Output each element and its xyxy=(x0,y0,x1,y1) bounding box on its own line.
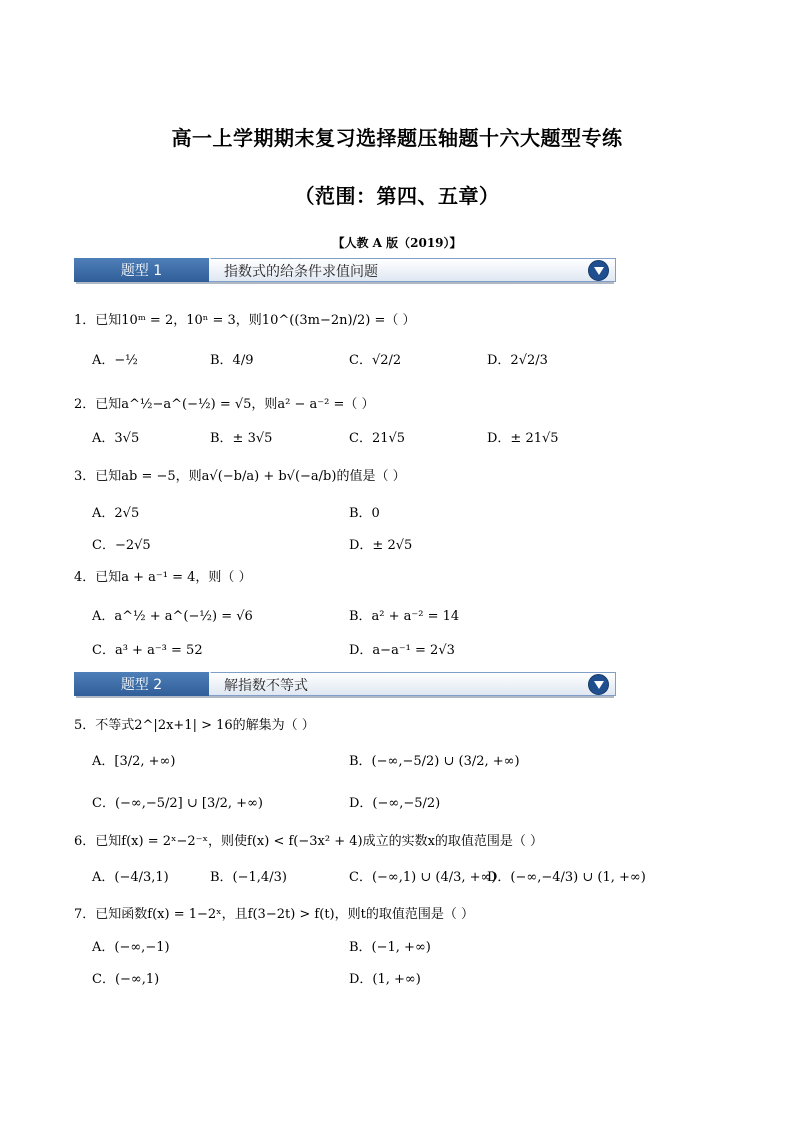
option-a[interactable]: A．a^½ + a^(−½) = √6 xyxy=(92,609,253,624)
page-subtitle: （范围：第四、五章） xyxy=(294,184,500,208)
option-c[interactable]: C．(−∞,1) ∪ (4/3, +∞) xyxy=(349,870,497,885)
option-b[interactable]: B．(−1, +∞) xyxy=(349,940,431,955)
question-2: 2．已知a^½−a^(−½) = √5，则a² − a⁻² =（ ） xyxy=(74,397,375,412)
question-7: 7．已知函数f(x) = 1−2ˣ，且f(3−2t) > f(t)，则t的取值范围是（ ） xyxy=(74,907,474,922)
option-b[interactable]: B．0 xyxy=(349,506,380,521)
edition-label: 【人教 A 版（2019）】 xyxy=(332,236,462,250)
option-b[interactable]: B．a² + a⁻² = 14 xyxy=(349,609,460,624)
option-c[interactable]: C．a³ + a⁻³ = 52 xyxy=(92,643,203,658)
section-banner-2[interactable] xyxy=(74,672,614,698)
section-title: 指数式的给条件求值问题 xyxy=(224,264,378,280)
chevron-down-icon[interactable] xyxy=(588,260,609,281)
option-c[interactable]: C．21√5 xyxy=(349,431,406,446)
option-a[interactable]: A．[3/2, +∞) xyxy=(92,754,176,769)
option-b[interactable]: B．(−∞,−5/2) ∪ (3/2, +∞) xyxy=(349,754,520,769)
question-6: 6．已知f(x) = 2ˣ−2⁻ˣ，则使f(x) < f(−3x² + 4)成立的实数x的取值范围是（ ） xyxy=(74,834,544,849)
banner-shadow xyxy=(76,282,614,284)
option-a[interactable]: A．(−4/3,1) xyxy=(92,870,169,885)
option-d[interactable]: D．± 2√5 xyxy=(349,538,413,553)
option-c[interactable]: C．√2/2 xyxy=(349,353,402,368)
option-b[interactable]: B．4/9 xyxy=(210,353,254,368)
option-a[interactable]: A．3√5 xyxy=(92,431,140,446)
option-d[interactable]: D．2√2/3 xyxy=(487,353,548,368)
option-d[interactable]: D．(1, +∞) xyxy=(349,972,421,987)
question-3: 3．已知ab = −5，则a√(−b/a) + b√(−a/b)的值是（ ） xyxy=(74,469,406,484)
banner-shadow xyxy=(76,696,614,698)
option-d[interactable]: D．± 21√5 xyxy=(487,431,559,446)
option-b[interactable]: B．± 3√5 xyxy=(210,431,273,446)
section-title: 解指数不等式 xyxy=(224,678,308,694)
option-a[interactable]: A．−½ xyxy=(92,353,138,368)
section-banner-1[interactable] xyxy=(74,258,614,284)
option-d[interactable]: D．(−∞,−4/3) ∪ (1, +∞) xyxy=(487,870,646,885)
option-b[interactable]: B．(−1,4/3) xyxy=(210,870,287,885)
option-a[interactable]: A．2√5 xyxy=(92,506,140,521)
section-tag: 题型 1 xyxy=(74,258,209,282)
section-tag: 题型 2 xyxy=(74,672,209,696)
option-c[interactable]: C．−2√5 xyxy=(92,538,151,553)
option-a[interactable]: A．(−∞,−1) xyxy=(92,940,170,955)
option-d[interactable]: D．(−∞,−5/2) xyxy=(349,796,441,811)
question-5: 5．不等式2^|2x+1| > 16的解集为（ ） xyxy=(74,718,315,733)
page-title: 高一上学期期末复习选择题压轴题十六大题型专练 xyxy=(171,126,623,150)
chevron-down-icon[interactable] xyxy=(588,674,609,695)
question-4: 4．已知a + a⁻¹ = 4，则（ ） xyxy=(74,570,252,585)
option-c[interactable]: C．(−∞,−5/2] ∪ [3/2, +∞) xyxy=(92,796,263,811)
option-d[interactable]: D．a−a⁻¹ = 2√3 xyxy=(349,643,455,658)
question-1: 1．已知10ᵐ = 2，10ⁿ = 3，则10^((3m−2n)/2) =（ ） xyxy=(74,313,416,328)
option-c[interactable]: C．(−∞,1) xyxy=(92,972,160,987)
